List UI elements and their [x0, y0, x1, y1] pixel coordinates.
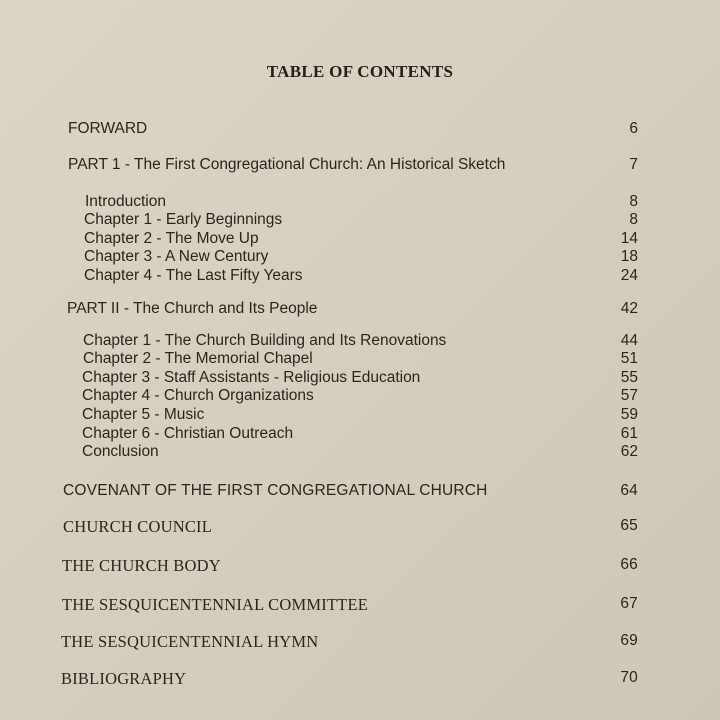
toc-page-number: 7 — [629, 156, 638, 173]
toc-entry-part2-chapter-6[interactable] — [0, 425, 720, 445]
toc-label: THE SESQUICENTENNIAL HYMN — [61, 632, 319, 651]
toc-label: THE CHURCH BODY — [62, 556, 221, 575]
toc-label: Chapter 1 - Early Beginnings — [84, 211, 283, 228]
toc-page-number: 6 — [629, 120, 638, 137]
toc-page-number: 65 — [620, 517, 638, 534]
toc-page-number: 66 — [620, 556, 638, 573]
toc-entry-part2-chapter-2[interactable] — [0, 350, 720, 370]
toc-label: FORWARD — [68, 120, 148, 137]
toc-label: Chapter 3 - A New Century — [84, 248, 269, 265]
toc-page-number: 8 — [629, 211, 638, 228]
toc-entry-church-body[interactable] — [0, 556, 720, 578]
toc-label: Introduction — [85, 193, 166, 210]
toc-page-number: 70 — [620, 669, 638, 686]
toc-entry-sesquicentennial-committee[interactable] — [0, 595, 720, 617]
toc-entry-part1-chapter-4[interactable] — [0, 267, 720, 287]
toc-label: Chapter 1 - The Church Building and Its Renovations — [83, 332, 447, 349]
toc-label: THE SESQUICENTENNIAL COMMITTEE — [62, 595, 369, 614]
toc-entry-part-1[interactable] — [0, 156, 720, 176]
toc-entry-part2-chapter-4[interactable] — [0, 387, 720, 407]
toc-page-number: 69 — [620, 632, 638, 649]
toc-page-number: 61 — [620, 425, 638, 442]
toc-label: Chapter 4 - The Last Fifty Years — [84, 267, 303, 284]
toc-entry-church-council[interactable] — [0, 517, 720, 539]
toc-page-number: 57 — [620, 387, 638, 404]
toc-page-number: 62 — [620, 443, 638, 460]
toc-entry-part1-chapter-1[interactable] — [0, 211, 720, 231]
toc-label: COVENANT OF THE FIRST CONGREGATIONAL CHURCH — [63, 482, 488, 499]
toc-page-number: 44 — [620, 332, 638, 349]
toc-entry-forward[interactable] — [0, 120, 720, 140]
toc-page-number: 55 — [620, 369, 638, 386]
toc-label: Chapter 3 - Staff Assistants - Religious Education — [82, 369, 421, 386]
toc-entry-part-2[interactable] — [0, 300, 720, 320]
toc-label: Chapter 4 - Church Organizations — [82, 387, 314, 404]
toc-label: Chapter 2 - The Memorial Chapel — [83, 350, 313, 367]
toc-entry-sesquicentennial-hymn[interactable] — [0, 632, 720, 654]
toc-entry-part2-chapter-5[interactable] — [0, 406, 720, 426]
toc-entry-part1-chapter-3[interactable] — [0, 248, 720, 268]
toc-page-number: 24 — [620, 267, 638, 284]
toc-entry-bibliography[interactable] — [0, 669, 720, 691]
toc-label: Chapter 5 - Music — [82, 406, 205, 423]
toc-label: CHURCH COUNCIL — [63, 517, 213, 536]
toc-label: Chapter 2 - The Move Up — [84, 230, 259, 247]
toc-entry-covenant[interactable] — [0, 482, 720, 504]
toc-entry-part2-chapter-3[interactable] — [0, 369, 720, 389]
toc-page-number: 64 — [620, 482, 638, 499]
toc-entry-conclusion[interactable] — [0, 443, 720, 463]
toc-page-number: 51 — [620, 350, 638, 367]
toc-entry-part2-chapter-1[interactable] — [0, 332, 720, 352]
toc-page-number: 42 — [620, 300, 638, 317]
toc-entry-introduction[interactable] — [0, 193, 720, 213]
toc-page-number: 14 — [620, 230, 638, 247]
toc-page-number: 67 — [620, 595, 638, 612]
toc-entry-part1-chapter-2[interactable] — [0, 230, 720, 250]
toc-page-number: 18 — [620, 248, 638, 265]
toc-label: PART II - The Church and Its People — [67, 300, 318, 317]
toc-label: PART 1 - The First Congregational Church: An Historical Sketch — [68, 156, 506, 173]
page-title: TABLE OF CONTENTS — [266, 62, 454, 81]
toc-page-number: 8 — [629, 193, 638, 210]
toc-label: Chapter 6 - Christian Outreach — [82, 425, 294, 442]
toc-label: BIBLIOGRAPHY — [61, 669, 187, 688]
toc-label: Conclusion — [82, 443, 159, 460]
toc-page-number: 59 — [620, 406, 638, 423]
